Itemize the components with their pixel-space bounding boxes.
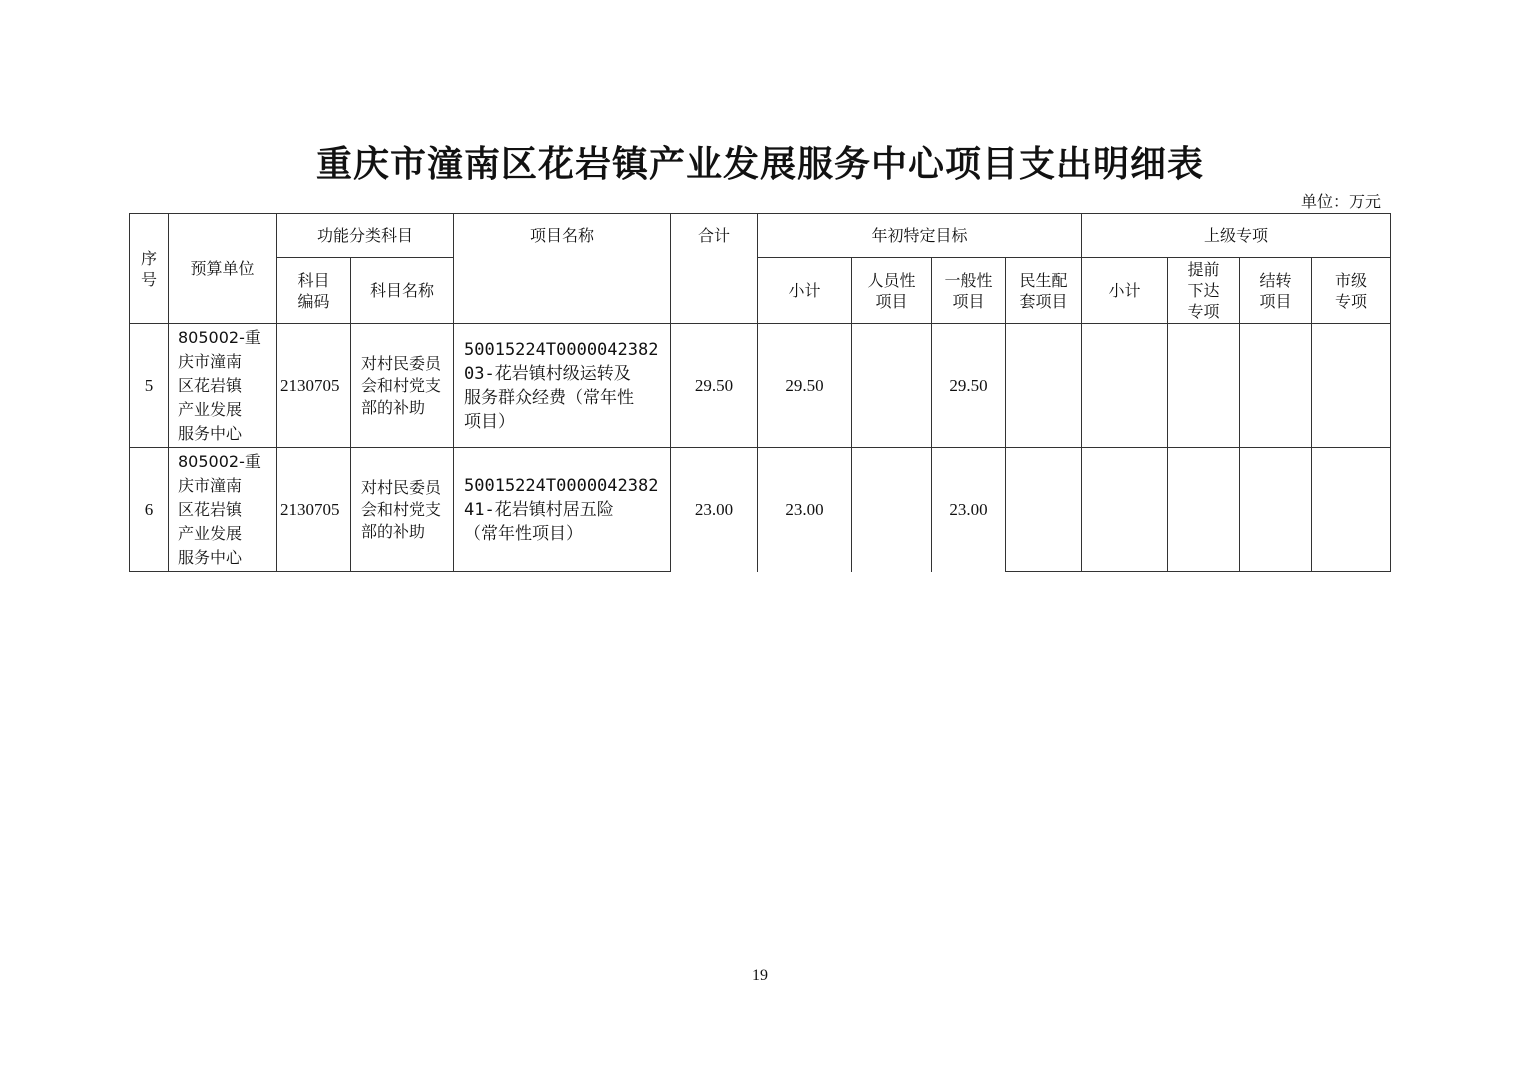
- row-budget-unit: 805002-重 庆市潼南 区花岩镇 产业发展 服务中心: [169, 448, 277, 572]
- row-personnel: [852, 448, 932, 572]
- header-advance: 提前 下达 专项: [1168, 258, 1240, 324]
- header-superior-subtotal: 小计: [1082, 258, 1168, 324]
- header-general: 一般性 项目: [932, 258, 1006, 324]
- table-row: [130, 448, 1391, 572]
- row-city: [1312, 448, 1391, 572]
- row-livelihood: [1006, 324, 1082, 448]
- header-city: 市级 专项: [1312, 258, 1391, 324]
- row-general: 23.00: [932, 448, 1006, 572]
- header-row-1: [130, 214, 1391, 258]
- row-project-name: 50015224T0000042382 03-花岩镇村级运转及 服务群众经费（常年性 项目）: [454, 324, 671, 448]
- row-seq: 5: [130, 324, 169, 448]
- header-annual-subtotal: 小计: [758, 258, 852, 324]
- header-row-2: [130, 258, 1391, 324]
- row-subject-name: 对村民委员 会和村党支 部的补助: [351, 448, 454, 572]
- header-budget-unit: 预算单位: [169, 214, 277, 324]
- table-row: [130, 324, 1391, 448]
- header-seq: 序 号: [130, 214, 169, 324]
- row-project-name: 50015224T0000042382 41-花岩镇村居五险 （常年性项目）: [454, 448, 671, 572]
- row-carryover: [1240, 448, 1312, 572]
- row-advance: [1168, 324, 1240, 448]
- page-number: 19: [752, 967, 768, 984]
- header-func-class: 功能分类科目: [277, 214, 454, 258]
- header-project-name-blank: [454, 258, 671, 324]
- header-personnel: 人员性 项目: [852, 258, 932, 324]
- header-subject-name: 科目名称: [351, 258, 454, 324]
- row-general: 29.50: [932, 324, 1006, 448]
- row-carryover: [1240, 324, 1312, 448]
- row-seq: 6: [130, 448, 169, 572]
- row-personnel: [852, 324, 932, 448]
- row-subject-code: 2130705: [277, 324, 351, 448]
- row-total: 23.00: [671, 448, 758, 572]
- header-subject-code: 科目 编码: [277, 258, 351, 324]
- header-total: 合计: [671, 214, 758, 258]
- row-city: [1312, 324, 1391, 448]
- header-carryover: 结转 项目: [1240, 258, 1312, 324]
- row-advance: [1168, 448, 1240, 572]
- row-annual-subtotal: 23.00: [758, 448, 852, 572]
- row-subject-name: 对村民委员 会和村党支 部的补助: [351, 324, 454, 448]
- row-superior-subtotal: [1082, 448, 1168, 572]
- header-livelihood: 民生配 套项目: [1006, 258, 1082, 324]
- row-annual-subtotal: 29.50: [758, 324, 852, 448]
- row-subject-code: 2130705: [277, 448, 351, 572]
- header-annual-target: 年初特定目标: [758, 214, 1082, 258]
- header-total-blank: [671, 258, 758, 324]
- header-project-name: 项目名称: [454, 214, 671, 258]
- row-budget-unit: 805002-重 庆市潼南 区花岩镇 产业发展 服务中心: [169, 324, 277, 448]
- row-livelihood: [1006, 448, 1082, 572]
- row-superior-subtotal: [1082, 324, 1168, 448]
- row-total: 29.50: [671, 324, 758, 448]
- page-title: 重庆市潼南区花岩镇产业发展服务中心项目支出明细表: [315, 143, 1204, 185]
- project-expenditure-table: [129, 213, 1391, 572]
- unit-label: 单位：万元: [1300, 192, 1381, 211]
- header-superior: 上级专项: [1082, 214, 1391, 258]
